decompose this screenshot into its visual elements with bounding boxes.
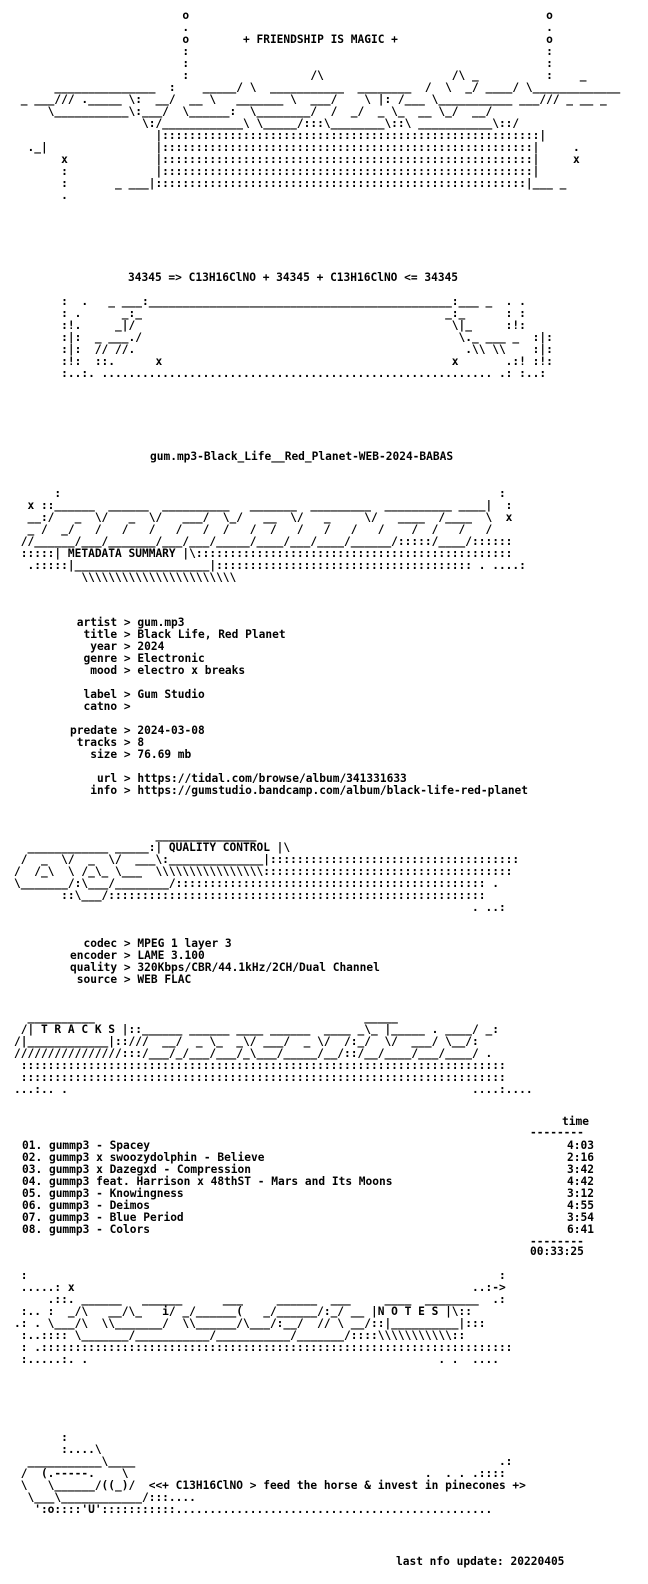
metadata-value: 2024: [137, 640, 165, 653]
track-number: 08.: [22, 1223, 49, 1236]
quality-separator: >: [117, 949, 138, 962]
metadata-key: catno: [70, 700, 118, 713]
track-time: 4:03: [567, 1139, 594, 1152]
notes-banner: : : .....: x ..:-> .::. ______ ______ ___ ______ ___ ____ ________ .: :.. : _/\ __/\_ i/ _/______( _/______/:_/ __ |N O T E S |\:: .: . \___/\ \\_______/ \\______/\___/:__/ // \ __/::|__________|::: :..:::: \_______/___________/___________/_______/::::\\\\\\\\\\\:: : .:::::::::::::::::::::::::::::::::::::::::::::::::::::::::::::::::::::: :.....:. . . . ....: [14, 1269, 513, 1366]
quality-banner: _______________ ____________ _____:| QUALITY CONTROL |\ / _ \/ _ \/ ___\:______________|::::::::::::::::::::::::::::::::::::: / /_\ \ /_\_ \___ \\\\\\\\\\\\\\\\::::::::::::::::::::::::::::::::::::: \_______/:\___/________/:::::::::::::::::::::::::::::::::::::::::::::: . ::\___/:::::::::::::::::::::::::::::::::::::::::::::::::::::::: . ..:: [14, 829, 520, 914]
metadata-key: size: [70, 748, 118, 761]
quality-separator: >: [117, 973, 138, 986]
track-time: 3:54: [567, 1211, 594, 1224]
metadata-separator: >: [117, 772, 138, 785]
quality-value: 320Kbps/CBR/44.1kHz/2CH/Dual Channel: [137, 961, 380, 974]
metadata-separator: >: [117, 736, 138, 749]
metadata-value: 8: [137, 736, 145, 749]
metadata-separator: >: [117, 616, 138, 629]
metadata-key: tracks: [70, 736, 118, 749]
tracklist: [22, 1140, 594, 1236]
metadata-separator: >: [117, 700, 138, 713]
metadata-value: Gum Studio: [137, 688, 205, 701]
track-name: gummp3 x swoozydolphin - Believe: [48, 1151, 265, 1164]
quality-table: [70, 938, 380, 986]
metadata-key: year: [70, 640, 118, 653]
metadata-row-size: [70, 749, 528, 761]
last-update: [396, 1556, 564, 1568]
metadata-key: mood: [70, 664, 118, 677]
track-number: 06.: [22, 1199, 49, 1212]
last-update-label: last nfo update:: [396, 1555, 504, 1568]
release-name: gum.mp3-Black_Life__Red_Planet-WEB-2024-BABAS: [150, 450, 454, 463]
track-name: gummp3 - Spacey: [48, 1139, 150, 1152]
track-number: 02.: [22, 1151, 49, 1164]
metadata-value: https://gumstudio.bandcamp.com/album/black-life-red-planet: [137, 784, 529, 797]
total-time: 00:33:25: [530, 1245, 584, 1258]
metadata-value: Electronic: [137, 652, 205, 665]
metadata-row-info: [70, 785, 528, 797]
quality-key: quality: [70, 961, 118, 974]
header-art: o o . . o + FRIENDSHIP IS MAGIC + o : : : : : /\ /\ _ : _ _______________ : _____/ \ ___________ ________ / \ _/ ____/ \_____________ _ ___/// ._____ \: __/ __ \ _______ \ ___/ \ |: /___ \___________ ___/// _ __ _ \___________\:___/ \______: \________/ / _/ _ \_ __ \_/ __/ \:/____________\ \_____/:::\________\::\ ___________\::/ |::::::::::::::::::::::::::::::::::::::::::::::::::::::::| ._| |:::::::::::::::::::::::::::::::::::::::::::::::::::::::| . x |:::::::::::::::::::::::::::::::::::::::::::::::::::::::| x : |:::::::::::::::::::::::::::::::::::::::::::::::::::::::| : _ ___|:::::::::::::::::::::::::::::::::::::::::::::::::::::::|___ _ .: [20, 9, 621, 202]
tracks-banner: __________ _____ /| T R A C K S |::______ ______ ____ ______ ____ _\_ |_____ . ____/ _: /|____________|::/// __/ _ \_ _\/ ___/ _ \/ /:_/ \/ ___/ \__/: ////////////////:::/___/_/___/___/_\___/_____/__/::/__/____/___/____/ . :::::::::::::::::::::::::::::::::::::::::::::::::::::::::::::::::::::::: :::::::::::::::::::::::::::::::::::::::::::::::::::::::::::::::::::::::: ...:.. . ....:....: [14, 1011, 533, 1096]
quality-value: WEB FLAC: [137, 973, 192, 986]
metadata-value: Black Life, Red Planet: [137, 628, 286, 641]
track-name: gummp3 - Deimos: [48, 1199, 150, 1212]
metadata-separator: >: [117, 664, 138, 677]
metadata-key: url: [70, 772, 118, 785]
quality-value: LAME 3.100: [137, 949, 205, 962]
track-name: gummp3 - Knowingness: [48, 1187, 184, 1200]
track-time: 4:42: [567, 1175, 594, 1188]
footer-art: : :....\ ___________\____ .: / (.-----. \ . . . .:::: \ \______/((_)/ <<+ C13H16ClNO > feed the horse & invest in pinecones +> \___\____________/:::.... ':o::::'U':::::::::::...............................................: [20, 1431, 526, 1516]
metadata-row-mood: [70, 665, 528, 677]
metadata-separator: >: [117, 784, 138, 797]
track-time: 6:41: [567, 1223, 594, 1236]
metadata-key: title: [70, 628, 118, 641]
quality-separator: >: [117, 937, 138, 950]
metadata-value: 76.69 mb: [137, 748, 192, 761]
track-number: 01.: [22, 1139, 49, 1152]
track-time: 2:16: [567, 1151, 594, 1164]
metadata-row-label: [70, 689, 528, 701]
quality-key: source: [70, 973, 118, 986]
formula-line: 34345 => C13H16ClNO + 34345 + C13H16ClNO <= 34345: [128, 271, 459, 284]
track-name: gummp3 x Dazegxd - Compression: [48, 1163, 252, 1176]
track-number: 04.: [22, 1175, 49, 1188]
last-update-value: 20220405: [510, 1555, 565, 1568]
metadata-value: gum.mp3: [137, 616, 185, 629]
track-name: gummp3 - Blue Period: [48, 1211, 184, 1224]
metadata-row-catno: [70, 701, 528, 713]
metadata-value: 2024-03-08: [137, 724, 205, 737]
track-name: gummp3 - Colors: [48, 1223, 150, 1236]
metadata-separator: >: [117, 640, 138, 653]
metadata-value: electro x breaks: [137, 664, 246, 677]
time-separator-top: --------: [530, 1126, 584, 1139]
track-time: 4:55: [567, 1199, 594, 1212]
metadata-banner: : : x ::______ ______ __________ _______ _________ __________ ____| : __:/ _ \/ _ \/ ___/ \_/ __ \/ _ \/ ____ /____ \ x _ / _/ / / / / / / / / / / / / / / / / //______/___/_______/___/___/_____/____/___/____/______/:::::/____/:::::: :::::| METADATA SUMMARY |\::::::::::::::::::::::::::::::::::::::::::::::: .:::::|____________________|:::::::::::::::::::::::::::::::::::::: . ....: \\\\\\\\\\\\\\\\\\\\\\\: [20, 487, 526, 584]
track-time: 3:42: [567, 1163, 594, 1176]
header-bottom-art: : . _ ___:_____________________________________________:___ _ . . : . _:_ _:_ : : :!. _|/ \|_ :!: :|: _ ___./ \._ ___ _ :|: :|: // //. .\\ \\ :|: :!: ::. x x .:! :!: :..:. .......................................................... .: :..:: [61, 295, 553, 380]
metadata-key: predate: [70, 724, 118, 737]
track-time: 3:12: [567, 1187, 594, 1200]
metadata-value: https://tidal.com/browse/album/341331633: [137, 772, 407, 785]
time-header: time: [562, 1115, 589, 1128]
metadata-separator: >: [117, 652, 138, 665]
metadata-table: [70, 617, 528, 797]
track-number: 03.: [22, 1163, 49, 1176]
track-row: [22, 1224, 594, 1236]
time-separator-bottom: --------: [530, 1235, 584, 1248]
track-name: gummp3 feat. Harrison x 48thST - Mars and Its Moons: [48, 1175, 393, 1188]
track-number: 05.: [22, 1187, 49, 1200]
metadata-key: info: [70, 784, 118, 797]
quality-value: MPEG 1 layer 3: [137, 937, 232, 950]
metadata-key: artist: [70, 616, 118, 629]
quality-row-source: [70, 974, 380, 986]
metadata-separator: >: [117, 724, 138, 737]
metadata-key: label: [70, 688, 118, 701]
quality-key: encoder: [70, 949, 118, 962]
metadata-separator: >: [117, 748, 138, 761]
track-number: 07.: [22, 1211, 49, 1224]
metadata-separator: >: [117, 688, 138, 701]
quality-key: codec: [70, 937, 118, 950]
metadata-separator: >: [117, 628, 138, 641]
metadata-key: genre: [70, 652, 118, 665]
quality-separator: >: [117, 961, 138, 974]
